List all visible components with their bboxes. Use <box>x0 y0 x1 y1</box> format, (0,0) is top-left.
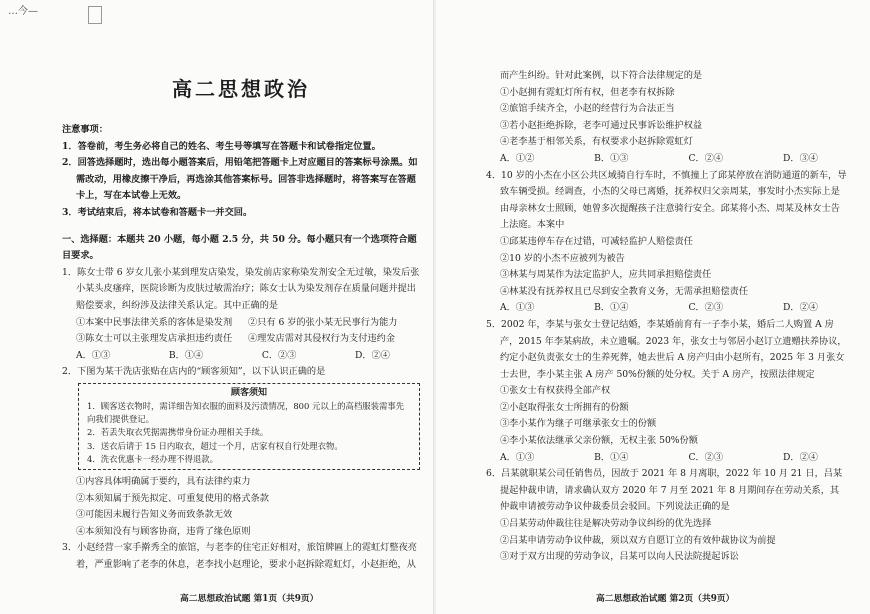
q6-item-1: ①吕某劳动仲裁往往是解决劳动争议纠纷的优先选择 <box>500 518 712 530</box>
q4-option-a: A．①③ <box>500 302 535 314</box>
page-2 <box>436 0 870 614</box>
q2-item-3: ③可能因未履行告知义务而致条款无效 <box>76 509 233 521</box>
q4-item-3: ③林某与周某作为法定监护人，应共同承担赔偿责任 <box>500 269 712 281</box>
q1-option-c: C．②③ <box>261 349 297 361</box>
q3-item-1: ①小赵拥有霓虹灯所有权，但老李有权拆除 <box>500 86 675 98</box>
notice-line-3: 3．送衣后请于 15 日内取衣，超过一个月，店家有权自行处理衣物。 <box>87 440 343 451</box>
q1-option-a: A．①③ <box>76 349 111 361</box>
notice-title: 顾客须知 <box>230 387 267 398</box>
q4-item-4: ④林某没有抚养权且已尽到安全教育义务，无需承担赔偿责任 <box>500 285 749 297</box>
q2-item-2: ②本须知属于预先拟定、可重复使用的格式条款 <box>76 492 269 504</box>
q1-item-3: ③陈女士可以主张理发店承担违约责任 <box>76 333 233 345</box>
note-3: 3．考试结束后，将本试卷和答题卡一并交回。 <box>62 206 253 218</box>
q5-options <box>486 450 848 467</box>
q3-option-b: B．①③ <box>594 152 629 164</box>
q1-item-2: ②只有 6 岁的张小某无民事行为能力 <box>248 316 398 328</box>
q1-items <box>62 315 420 348</box>
q2-item-4: ④本须知没有与顾客协商，违背了缘色原则 <box>76 525 251 537</box>
q3-stem: 3．小赵经营一家手擀秀全的旅馆，与老李的住宅正好相对，旅馆牌匾上的霓虹灯整夜亮着，严重影响了老李的休息，老李找小赵理论，要求小赵拆除霓虹灯，小赵拒绝，从 <box>62 542 417 570</box>
q1-option-d: D．②④ <box>355 349 390 361</box>
q6-stem: 6．吕某就职某公司任销售员，因故于 2021 年 8 月离职，2022 年 10 月 21 日，吕某提起仲裁申请，请求确认双方 2020 年 7 月至 2021 年 8 月期间存在劳动关系，其仲裁申请被劳动争议仲裁委员会驳回。下列说法正确的是 <box>486 468 843 513</box>
notice-line-1: 1．顾客送衣物时，需详细告知衣服的面料及污渍情况，800 元以上的高档服装需事先向我们提供登记。 <box>87 400 405 425</box>
q1-options <box>62 348 420 365</box>
q2-item-1: ①内容具体明确属于要约，具有法律约束力 <box>76 475 251 487</box>
footer-page-2: 高二思想政治试题 第2页（共9页） <box>596 594 735 604</box>
q6-item-3: ③对于双方出现的劳动争议，吕某可以向人民法院提起诉讼 <box>500 551 739 563</box>
q2-stem: 2．下图为某干洗店张贴在店内的“顾客须知”，以下认识正确的是 <box>62 366 326 378</box>
q4-stem: 4．10 岁的小杰在小区公共区域骑自行车时，不慎撞上了邱某停放在消防通道的新车，导致车辆受损。经调查，小杰的父母已离婚，抚养权归父亲周某，事发时小杰实际上是由母亲林女士照顾，她曾多次提醒孩子注意骑行安全。邱某将小杰、周某及林女士告上法庭。本案中 <box>486 169 847 231</box>
notice-line-2: 2．若丢失取衣凭据需携带身份证办理相关手续。 <box>87 427 269 438</box>
note-1: 1．答卷前，考生务必将自己的姓名、考生号等填写在答题卡和试卷指定位置。 <box>62 140 381 152</box>
corner-box <box>88 6 102 24</box>
q1-option-b: B．①④ <box>168 349 204 361</box>
q5-item-4: ④李小某依法继承父亲份额，无权主张 50%份额 <box>500 435 698 447</box>
q5-item-2: ②小赵取得张女士所拥有的份额 <box>500 401 629 413</box>
q1-stem: 1．陈女士带 6 岁女儿张小某到理发店染发，染发前店家称染发剂安全无过敏，染发后张小某头皮瘙痒，医院诊断为皮肤过敏需治疗；陈女士认为染发剂存在质量问题并提出赔偿要求，纠纷涉及法律关系认定。其中正确的是 <box>62 266 420 311</box>
q3-options <box>486 151 848 168</box>
section-heading: 一、选择题：本题共 20 小题，每小题 2.5 分，共 50 分。每小题只有一个选项符合题目要求。 <box>62 233 417 262</box>
q4-option-c: C．②③ <box>688 302 724 314</box>
q4-option-d: D．②④ <box>783 302 818 314</box>
q1-item-1: ①本案中民事法律关系的客体是染发剂 <box>76 316 233 328</box>
footer-page-1: 高二思想政治试题 第1页（共9页） <box>180 594 319 604</box>
q3-item-3: ③若小赵拒绝拆除，老李可通过民事诉讼维护权益 <box>500 119 703 131</box>
note-2: 2．回答选择题时，选出每小题答案后，用铅笔把答题卡上对应题目的答案标号涂黑。如需改动，用橡皮擦干净后，再选涂其他答案标号。回答非选择题时，将答案写在答题卡上，写在本试卷上无效。 <box>62 157 418 202</box>
exam-title: 高二思想政治 <box>172 77 310 101</box>
q3-item-2: ②旅馆手续齐全，小赵的经营行为合法正当 <box>500 103 675 115</box>
q4-options <box>486 300 848 317</box>
q5-item-1: ①张女士有权获得全部产权 <box>500 385 611 397</box>
q5-option-a: A．①③ <box>500 451 535 463</box>
q4-option-b: B．①④ <box>594 302 629 314</box>
q3-option-d: D．③④ <box>783 152 818 164</box>
q4-item-2: ②10 岁的小杰不应被列为被告 <box>500 252 625 264</box>
q3-stem-continued: 而产生纠纷。针对此案例，以下符合法律规定的是 <box>500 70 703 81</box>
q3-option-c: C．②④ <box>688 152 724 164</box>
q1-item-4: ④理发店需对其侵权行为支付违约金 <box>248 333 395 345</box>
corner-mark: …今— <box>8 6 38 17</box>
page-2-content <box>486 68 848 566</box>
q3-option-a: A．①② <box>500 152 535 164</box>
customer-notice-box <box>78 383 420 470</box>
notes-heading: 注意事项： <box>62 124 108 135</box>
q5-option-b: B．①④ <box>594 451 629 463</box>
q6-item-2: ②吕某申请劳动争议仲裁，须以双方自愿订立的有效仲裁协议为前提 <box>500 534 776 546</box>
q5-option-c: C．②③ <box>688 451 724 463</box>
q5-option-d: D．②④ <box>783 451 818 463</box>
q4-item-1: ①邱某违停车存在过错，可减轻监护人赔偿责任 <box>500 235 693 247</box>
q5-stem: 5．2002 年，李某与张女士登记结婚，李某婚前育有一子李小某，婚后二人购置 A 房产，2015 年李某病故，未立遗嘱。2023 年，张女士与邻居小赵订立遗赠扶养协议，约定小赵负责张女士的生养死葬，她去世后 A 房产归由小赵所有，2025 年 3 月张女士去世，李小某主张 A 房产 50%份额的处分权。关于 A 房产，按照法律规定 <box>486 318 847 380</box>
page-1-content <box>62 70 420 573</box>
q5-item-3: ③李小某作为继子可继承张女士的份额 <box>500 418 657 430</box>
notice-line-4: 4．洗衣优惠卡一经办理不得退款。 <box>87 453 218 464</box>
q3-item-4: ④老李基于相邻关系，有权要求小赵拆除霓虹灯 <box>500 136 693 148</box>
